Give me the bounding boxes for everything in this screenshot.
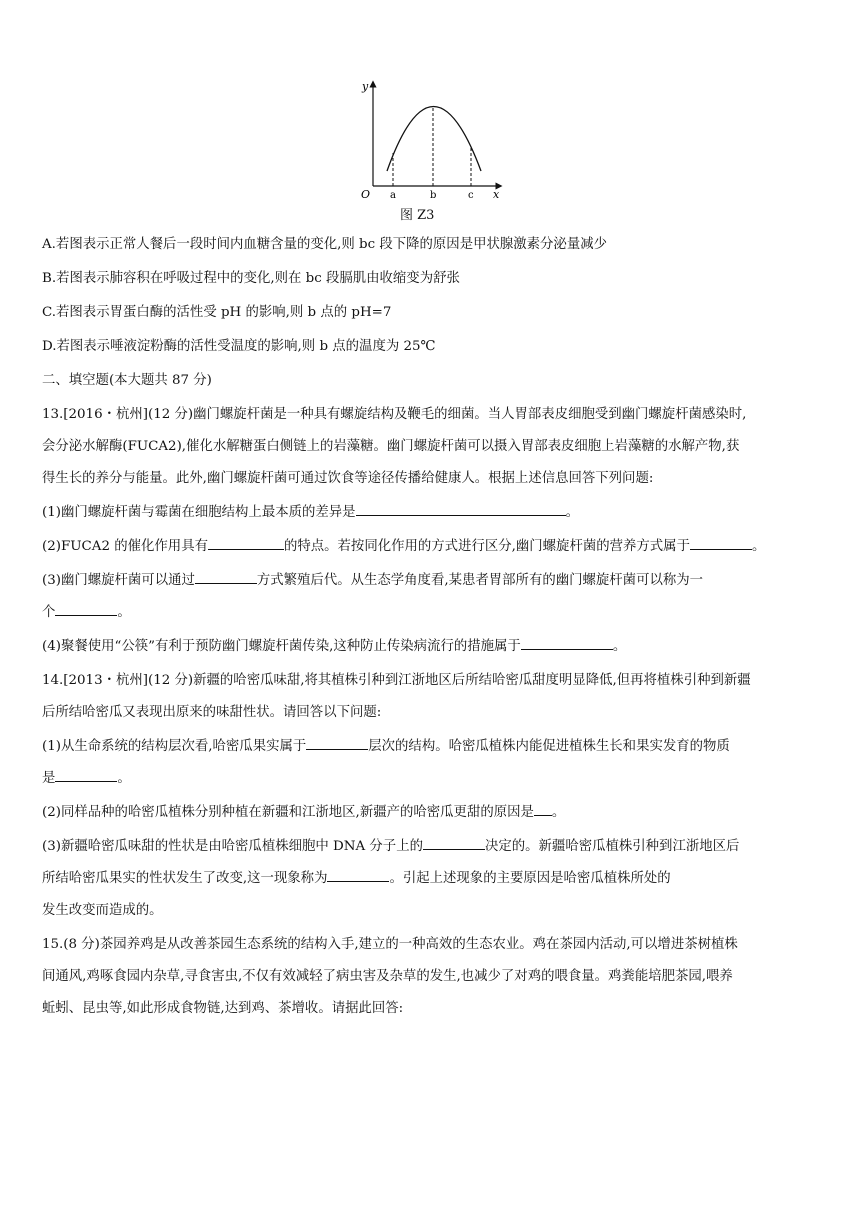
y-axis-label: y bbox=[362, 80, 369, 93]
q13-part3-mid: 方式繁殖后代。从生态学角度看,某患者胃部所有的幽门螺旋杆菌可以称为一 bbox=[256, 573, 704, 588]
q13-part3-c: 个 bbox=[42, 605, 56, 620]
figure-caption: 图 Z3 bbox=[400, 208, 435, 223]
answer-blank[interactable] bbox=[327, 867, 389, 882]
q13-part4-text: (4)聚餐使用“公筷”有利于预防幽门螺旋杆菌传染,这种防止传染病流行的措施属于 bbox=[42, 639, 521, 654]
curve-graph bbox=[355, 78, 505, 203]
q15-stem-line3: 蚯蚓、昆虫等,如此形成食物链,达到鸡、茶增收。请据此回答: bbox=[42, 1001, 404, 1016]
q13-stem-line3: 得生长的养分与能量。此外,幽门螺旋杆菌可通过饮食等途径传播给健康人。根据上述信息回答下列问题: bbox=[42, 471, 654, 486]
answer-blank[interactable] bbox=[356, 501, 566, 516]
q13-part4 bbox=[42, 632, 822, 662]
x-axis-label: x bbox=[493, 188, 500, 201]
q13-part3-end: 。 bbox=[117, 605, 131, 620]
answer-blank[interactable] bbox=[55, 601, 117, 616]
answer-blank[interactable] bbox=[534, 801, 552, 816]
section-title: 二、填空题(本大题共 87 分) bbox=[42, 373, 212, 388]
parabola-curve bbox=[387, 107, 481, 172]
q15-stem-line1: 15.(8 分)茶园养鸡是从改善茶园生态系统的结构入手,建立的一种高效的生态农业。鸡在茶园内活动,可以增进茶树植株 bbox=[42, 937, 738, 952]
q13-part2-text: (2)FUCA2 的催化作用具有 bbox=[42, 539, 208, 554]
q14-part3-d: 。引起上述现象的主要原因是哈密瓜植株所处的 bbox=[389, 871, 671, 886]
q14-part1-cont bbox=[42, 764, 822, 794]
answer-blank[interactable] bbox=[306, 735, 368, 750]
q13-part1 bbox=[42, 498, 822, 528]
q14-part1-mid: 层次的结构。哈密瓜植株内能促进植株生长和果实发育的物质 bbox=[368, 739, 730, 754]
answer-blank[interactable] bbox=[521, 635, 613, 650]
option-c: C.若图表示胃蛋白酶的活性受 pH 的影响,则 b 点的 pH=7 bbox=[42, 305, 392, 320]
answer-blank[interactable] bbox=[690, 535, 752, 550]
q14-part1-end: 。 bbox=[117, 771, 131, 786]
q14-part2 bbox=[42, 798, 822, 828]
q13-part4-end: 。 bbox=[612, 639, 627, 654]
q14-part3-cont bbox=[42, 864, 822, 894]
q14-part3-end: 发生改变而造成的。 bbox=[42, 903, 163, 918]
tick-label-b: b bbox=[430, 190, 437, 201]
option-b: B.若图表示肺容积在呼吸过程中的变化,则在 bc 段膈肌由收缩变为舒张 bbox=[42, 271, 460, 286]
q13-part2-mid: 的特点。若按同化作用的方式进行区分,幽门螺旋杆菌的营养方式属于 bbox=[283, 539, 690, 554]
tick-label-c: c bbox=[468, 190, 474, 201]
q14-part2-text: (2)同样品种的哈密瓜植株分别种植在新疆和江浙地区,新疆产的哈密瓜更甜的原因是 bbox=[42, 805, 534, 820]
q14-part3-c: 所结哈密瓜果实的性状发生了改变,这一现象称为 bbox=[42, 871, 328, 886]
answer-blank[interactable] bbox=[423, 835, 485, 850]
q13-stem-line2: 会分泌水解酶(FUCA2),催化水解糖蛋白侧链上的岩藻糖。幽门螺旋杆菌可以摄入胃部表皮细胞上岩藻糖的水解产物,获 bbox=[42, 439, 740, 454]
q14-part1-text: (1)从生命系统的结构层次看,哈密瓜果实属于 bbox=[42, 739, 307, 754]
option-d: D.若图表示唾液淀粉酶的活性受温度的影响,则 b 点的温度为 25℃ bbox=[42, 339, 436, 354]
q13-part2 bbox=[42, 532, 822, 562]
option-a: A.若图表示正常人餐后一段时间内血糖含量的变化,则 bc 段下降的原因是甲状腺激素分泌量减少 bbox=[42, 237, 607, 252]
q13-part3 bbox=[42, 566, 822, 596]
q13-stem-line1: 13.[2016・杭州](12 分)幽门螺旋杆菌是一种具有螺旋结构及鞭毛的细菌。当人胃部表皮细胞受到幽门螺旋杆菌感染时, bbox=[42, 407, 747, 422]
q13-part1-text: (1)幽门螺旋杆菌与霉菌在细胞结构上最本质的差异是 bbox=[42, 505, 356, 520]
q14-part1 bbox=[42, 732, 822, 762]
q13-part3-text: (3)幽门螺旋杆菌可以通过 bbox=[42, 573, 195, 588]
q14-part2-end: 。 bbox=[551, 805, 566, 820]
q14-part3-text: (3)新疆哈密瓜味甜的性状是由哈密瓜植株细胞中 DNA 分子上的 bbox=[42, 839, 423, 854]
q14-stem-line2: 后所结哈密瓜又表现出原来的味甜性状。请回答以下问题: bbox=[42, 705, 382, 720]
answer-blank[interactable] bbox=[208, 535, 284, 550]
answer-blank[interactable] bbox=[195, 569, 257, 584]
q14-stem-line1: 14.[2013・杭州](12 分)新疆的哈密瓜味甜,将其植株引种到江浙地区后所结哈密瓜甜度明显降低,但再将植株引种到新疆 bbox=[42, 673, 751, 688]
q14-part3-mid: 决定的。新疆哈密瓜植株引种到江浙地区后 bbox=[484, 839, 740, 854]
answer-blank[interactable] bbox=[55, 767, 117, 782]
q14-part1-c: 是 bbox=[42, 771, 56, 786]
q13-part1-end: 。 bbox=[565, 505, 579, 520]
question-body bbox=[42, 230, 822, 1024]
q15-stem-line2: 间通风,鸡啄食园内杂草,寻食害虫,不仅有效减轻了病虫害及杂草的发生,也减少了对鸡的喂食量。鸡粪能培肥茶园,喂养 bbox=[42, 969, 733, 984]
tick-label-a: a bbox=[390, 190, 396, 201]
q14-part3 bbox=[42, 832, 822, 862]
figure-z3 bbox=[355, 78, 505, 223]
q13-part2-end: 。 bbox=[751, 539, 766, 554]
origin-label: O bbox=[361, 188, 371, 201]
q13-part3-cont bbox=[42, 598, 822, 628]
